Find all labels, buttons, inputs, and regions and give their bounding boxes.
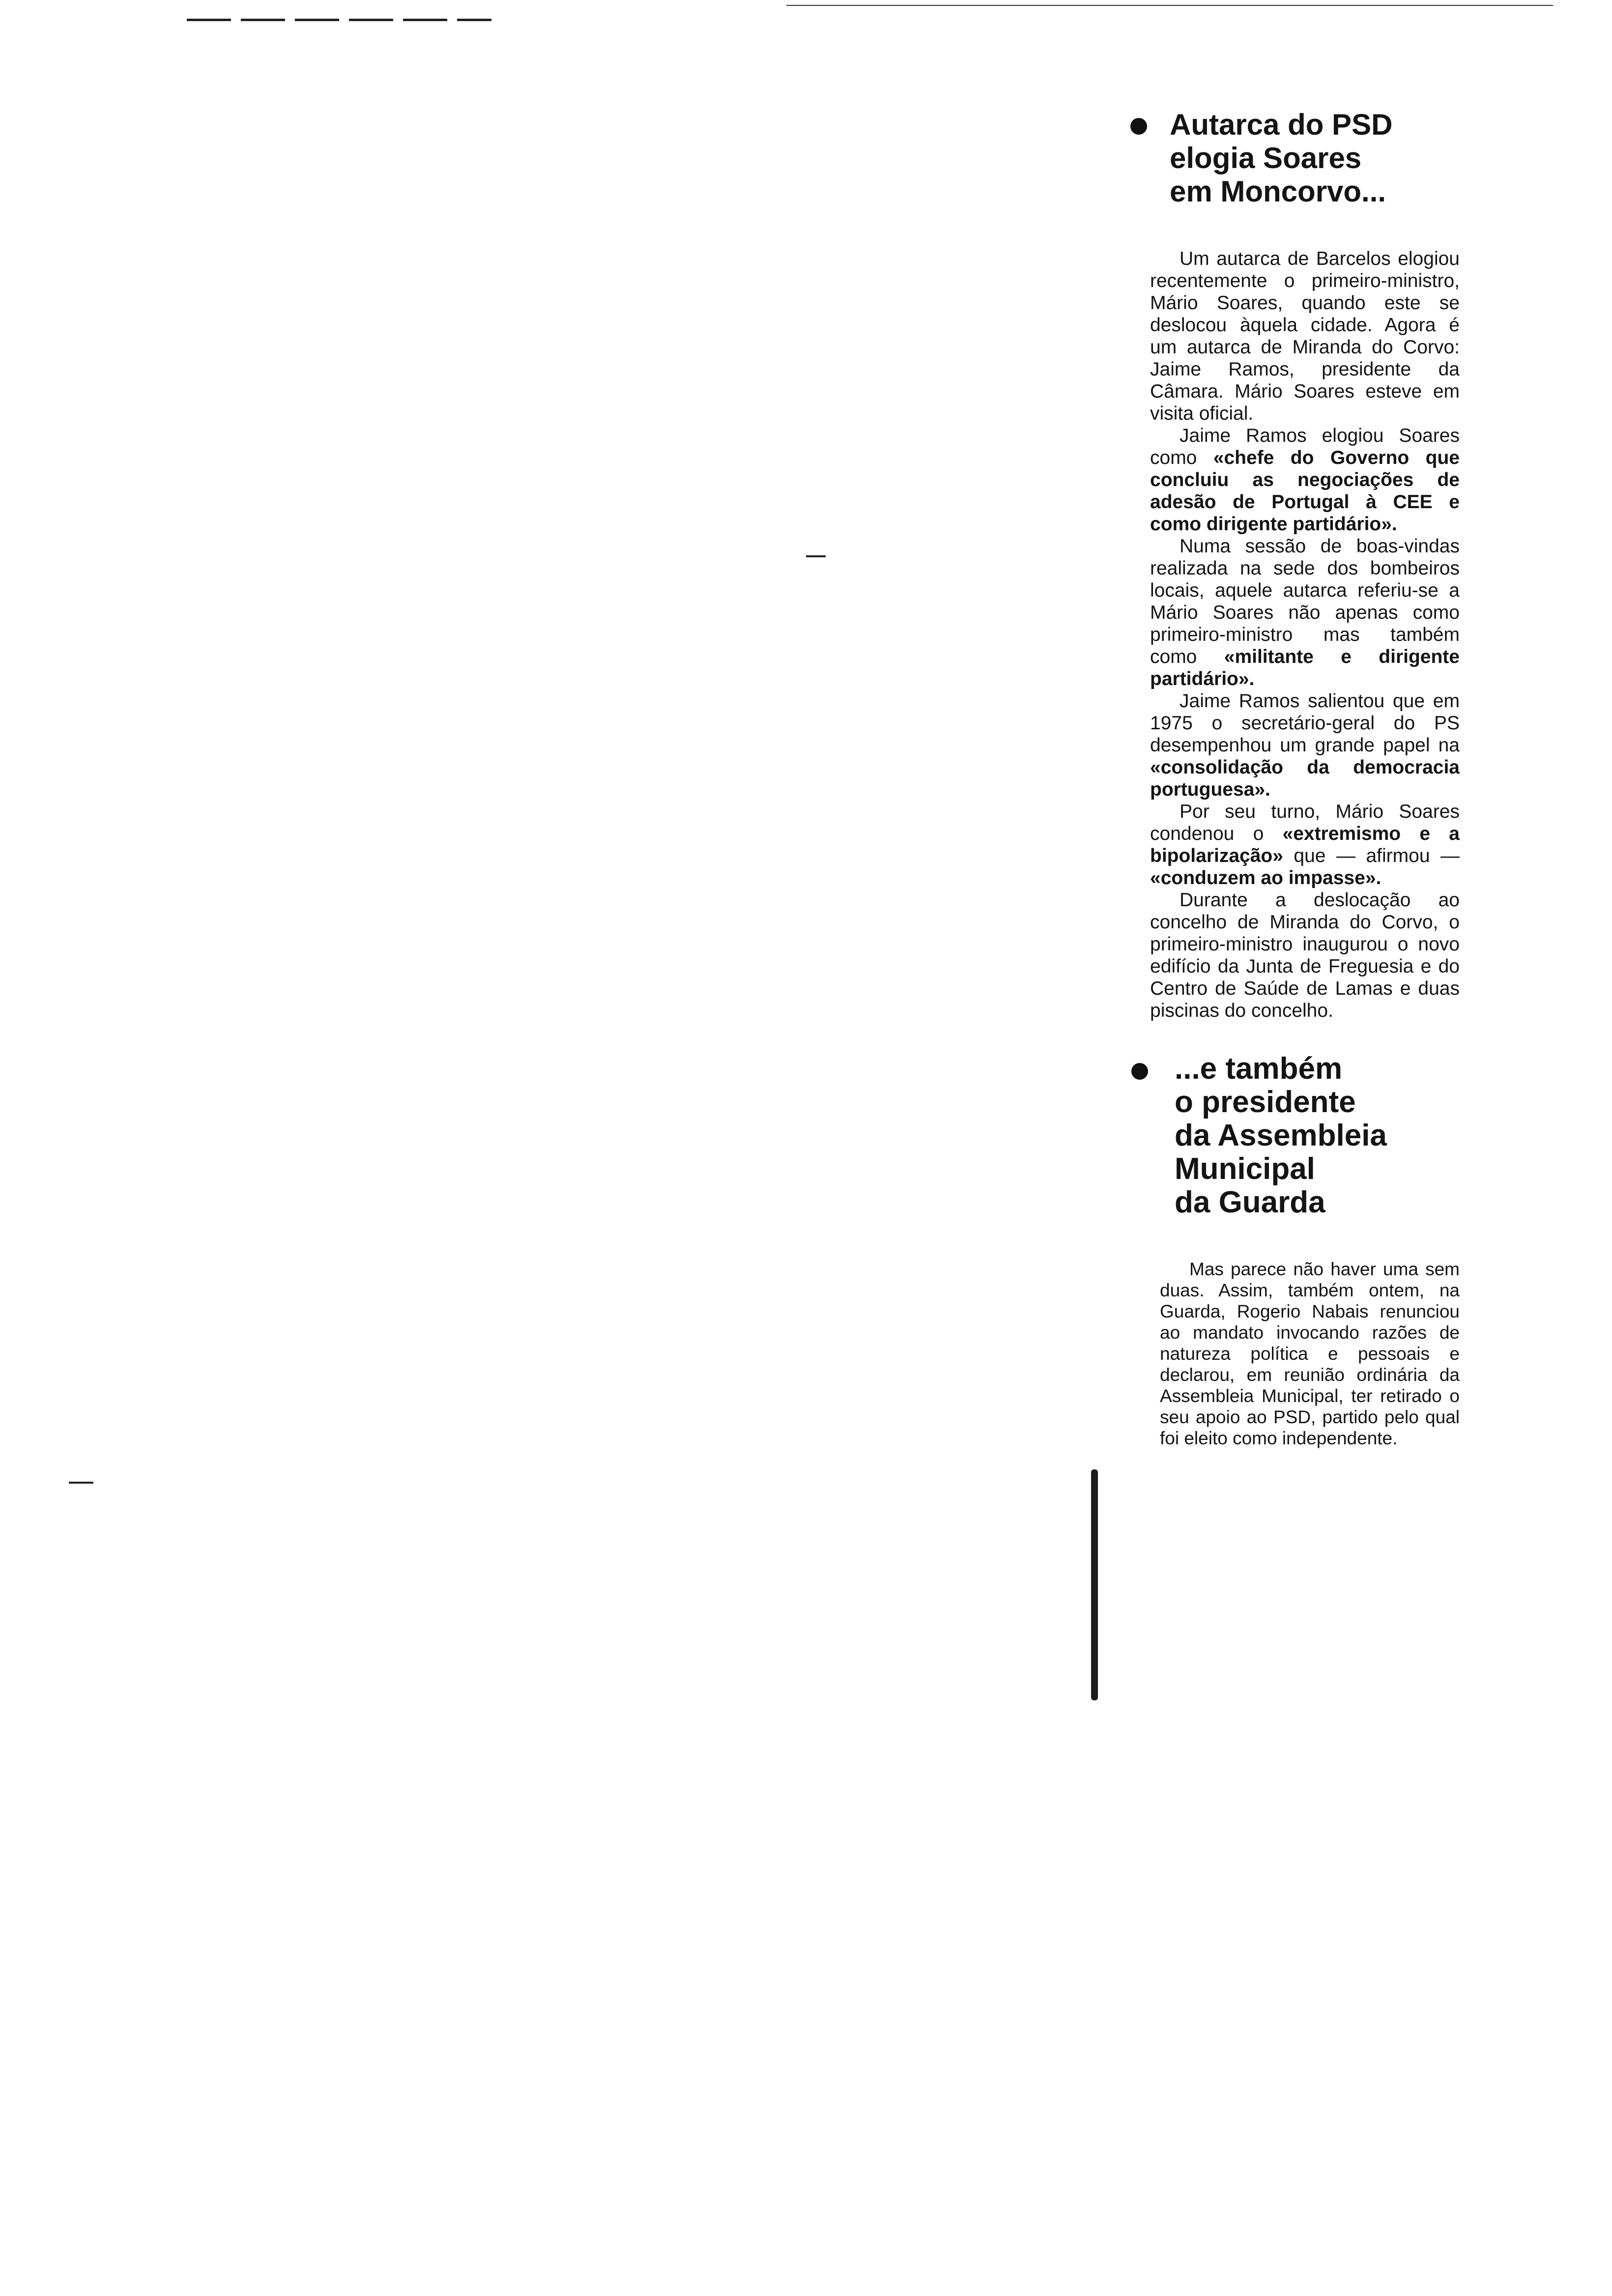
- headline-line: elogia Soares: [1170, 142, 1362, 174]
- article-paragraph: [1125, 690, 1460, 801]
- paragraph-text: Durante a deslocação ao concelho de Miranda do Corvo, o primeiro-ministro inaugurou o novo edifício da Junta de Freguesia e do Centro de Saúde de Lamas e duas piscinas do concelho.: [1150, 890, 1460, 1021]
- scan-rule-top: [786, 5, 1553, 6]
- headline-line: em Moncorvo...: [1170, 175, 1386, 208]
- bold-quote: «conduzem ao impasse».: [1150, 867, 1382, 889]
- paragraph-text: que — afirmou —: [1283, 845, 1460, 866]
- headline-line: o presidente: [1175, 1085, 1356, 1119]
- bold-quote: «militante e dirigente partidário».: [1150, 646, 1460, 689]
- article-paragraph: [1125, 425, 1460, 535]
- scan-mark-left-2: [69, 1482, 93, 1484]
- scan-mark-top: [187, 19, 491, 21]
- clipping-edge-shadow: [1091, 1469, 1098, 1700]
- article-paragraph: [1125, 248, 1460, 425]
- paragraph-text: Numa sessão de boas-vindas realizada na sede dos bombeiros locais, aquele autarca referiu-se a Mário Soares não apenas como primeiro-ministro mas também como: [1150, 536, 1460, 667]
- headline-line: ...e também: [1175, 1052, 1343, 1086]
- newspaper-clipping: [1125, 108, 1460, 1449]
- headline-line: da Assembleia: [1175, 1119, 1387, 1152]
- headline-line: Autarca do PSD: [1170, 108, 1393, 141]
- headline-line: Municipal: [1175, 1152, 1315, 1186]
- paragraph-text: Jaime Ramos salientou que em 1975 o secretário-geral do PS desempenhou um grande papel na: [1150, 690, 1460, 756]
- paragraph-text: Jaime Ramos elogiou Soares como: [1150, 425, 1460, 468]
- bold-quote: «chefe do Governo que concluiu as negociações de adesão de Portugal à CEE e como dirigente partidário».: [1150, 447, 1460, 535]
- scan-mark-left-1: [806, 555, 826, 557]
- article1-body: [1125, 248, 1460, 1022]
- article-paragraph: [1125, 1259, 1460, 1449]
- article2-body: [1125, 1259, 1460, 1449]
- bold-quote: «consolidação da democracia portuguesa».: [1150, 757, 1460, 800]
- article2-headline: [1125, 1052, 1460, 1219]
- bold-quote: «extremismo e a bipolarização»: [1150, 823, 1460, 866]
- article-paragraph: [1125, 889, 1460, 1022]
- bullet-icon: [1130, 118, 1147, 135]
- article1-headline: [1125, 108, 1460, 208]
- article-paragraph: [1125, 535, 1460, 690]
- paragraph-text: Um autarca de Barcelos elogiou recentemente o primeiro-ministro, Mário Soares, quando este se deslocou àquela cidade. Agora é um autarca de Miranda do Corvo: Jaime Ramos, presidente da Câmara. Mário Soares esteve em visita oficial.: [1150, 248, 1460, 424]
- paragraph-text: Mas parece não haver uma sem duas. Assim, também ontem, na Guarda, Rogerio Nabais renunciou ao mandato invocando razões de natureza política e pessoais e declarou, em reunião ordinária da Assembleia Municipal, ter retirado o seu apoio ao PSD, partido pelo qual foi eleito como independente.: [1160, 1259, 1460, 1448]
- headline-line: da Guarda: [1175, 1185, 1325, 1219]
- article-paragraph: [1125, 801, 1460, 889]
- bullet-icon: [1131, 1063, 1148, 1080]
- paragraph-text: Por seu turno, Mário Soares condenou o: [1150, 801, 1460, 844]
